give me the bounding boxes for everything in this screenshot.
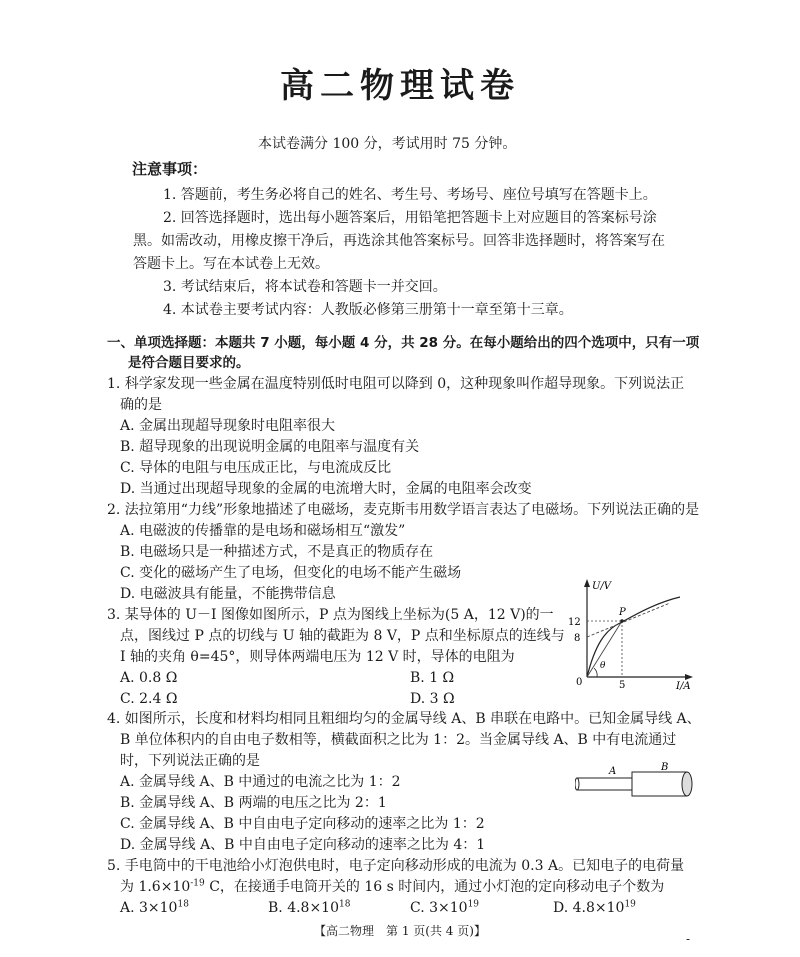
section-heading-line-2: 是符合题目要求的。 [128, 355, 250, 371]
wire-b-label: B [661, 762, 669, 773]
q5-charge-base: 为 1.6×10 [120, 879, 191, 895]
q3-ui-graph [560, 575, 700, 690]
theta-arc [594, 668, 597, 677]
q4-option-d: D. 金属导线 A、B 中自由电子定向移动的速率之比为 4：1 [120, 837, 486, 853]
q2-option-d: D. 电磁波具有能量，不能携带信息 [120, 586, 336, 602]
notice-heading: 注意事项： [132, 160, 208, 178]
corner-mark: - [686, 932, 691, 946]
theta-label: θ [600, 661, 606, 671]
q5-stem-line-2 [120, 878, 664, 896]
q3-stem-line-2: 点，图线过 P 点的切线与 U 轴的截距为 8 V，P 点和坐标原点的连线与 [120, 628, 565, 644]
q4-option-c: C. 金属导线 A、B 中自由电子定向移动的速率之比为 1：2 [120, 816, 485, 832]
q1-stem-line-2: 确的是 [120, 397, 162, 413]
notice-line-1: 1. 答题前，考生务必将自己的姓名、考生号、考场号、座位号填写在答题卡上。 [163, 187, 657, 203]
p-label: P [619, 607, 626, 618]
tangent-line [587, 603, 670, 637]
page-footer: 【高二物理 第 1 页(共 4 页)】 [314, 924, 486, 938]
origin-label: 0 [576, 677, 583, 688]
q5-charge-exponent: -19 [190, 878, 205, 889]
q5-option-a: A. $3\times 10^{18}$ [120, 899, 189, 916]
q2-option-c: C. 变化的磁场产生了电场，但变化的电场不能产生磁场 [120, 565, 462, 581]
page-title: 高二物理试卷 [280, 66, 520, 106]
q5-option-c: C. $3\times 10^{19}$ [410, 899, 480, 916]
exam-intro: 本试卷满分 100 分，考试用时 75 分钟。 [258, 136, 517, 152]
q3-stem-line-3: I 轴的夹角 θ=45°，则导体两端电压为 12 V 时，导体的电阻为 [120, 649, 515, 665]
wire-a [577, 778, 632, 790]
q1-option-c: C. 导体的电阻与电压成正比，与电流成反比 [120, 460, 392, 476]
tick-8: 8 [574, 633, 581, 644]
q3-option-b: B. 1 Ω [410, 670, 455, 686]
q2-stem: 2. 法拉第用“力线”形象地描述了电磁场，麦克斯韦用数学语言表达了电磁场。下列说法正确的是 [107, 502, 700, 518]
notice-line-5: 3. 考试结束后，将本试卷和答题卡一并交回。 [163, 279, 447, 295]
q5-option-d: D. $4.8\times 10^{19}$ [553, 899, 636, 916]
wire-a-end [575, 778, 579, 790]
q4-option-b: B. 金属导线 A、B 两端的电压之比为 2：1 [120, 795, 387, 811]
q1-option-b: B. 超导现象的出现说明金属的电阻率与温度有关 [120, 439, 420, 455]
q4-stem-line-3: 时，下列说法正确的是 [120, 753, 260, 769]
tick-12: 12 [568, 617, 581, 628]
q3-stem-line-1: 3. 某导体的 U－I 图像如图所示，P 点为图线上坐标为(5 A，12 V)的一 [107, 607, 554, 623]
notice-line-2: 2. 回答选择题时，选出每小题答案后，用铅笔把答题卡上对应题目的答案标号涂 [163, 210, 657, 226]
u-axis-arrow [584, 579, 590, 587]
q3-option-d: D. 3 Ω [410, 691, 455, 707]
section-heading-line-1: 一、单项选择题：本题共 7 小题，每小题 4 分，共 28 分。在每小题给出的四个选项中，只有一项 [107, 335, 700, 351]
i-axis-label: I/A [676, 681, 691, 690]
q1-option-a: A. 金属出现超导现象时电阻率很大 [120, 418, 336, 434]
q2-option-a: A. 电磁波的传播靠的是电场和磁场相互“激发” [120, 523, 406, 539]
wire-a-label: A [609, 766, 617, 777]
q3-option-a: A. 0.8 Ω [120, 670, 178, 686]
i-axis-arrow [685, 674, 693, 680]
q2-option-b: B. 电磁场只是一种描述方式，不是真正的物质存在 [120, 544, 434, 560]
notice-line-3: 黑。如需改动，用橡皮擦干净后，再选涂其他答案标号。回答非选择题时，将答案写在 [133, 233, 665, 249]
u-axis-label: U/V [592, 581, 612, 592]
q4-option-a: A. 金属导线 A、B 中通过的电流之比为 1：2 [120, 774, 401, 790]
q5-stem-line-1: 5. 手电筒中的干电池给小灯泡供电时，电子定向移动形成的电流为 0.3 A。已知电子的电荷量 [107, 858, 685, 874]
wire-b-end [682, 772, 692, 796]
point-p [620, 619, 624, 623]
q1-stem-line-1: 1. 科学家发现一些金属在温度特别低时电阻可以降到 0，这种现象叫作超导现象。下列说法正 [107, 376, 685, 392]
notice-line-4: 答题卡上。写在本试卷上无效。 [133, 256, 329, 272]
wire-b [632, 772, 687, 796]
q5-option-b: B. $4.8\times 10^{18}$ [268, 899, 351, 916]
q1-option-d: D. 当通过出现超导现象的金属的电流增大时，金属的电阻率会改变 [120, 481, 532, 497]
tick-5: 5 [619, 680, 626, 690]
q3-option-c: C. 2.4 Ω [120, 691, 178, 707]
q4-conductor-figure [575, 762, 700, 807]
notice-line-6: 4. 本试卷主要考试内容：人教版必修第三册第十一章至第十三章。 [163, 302, 573, 318]
q5-stem-rest: C，在接通手电筒开关的 16 s 时间内，通过小灯泡的定向移动电子个数为 [204, 879, 665, 895]
q4-stem-line-2: B 单位体积内的自由电子数相等，横截面积之比为 1：2。当金属导线 A、B 中有电流通过 [120, 732, 677, 748]
q4-stem-line-1: 4. 如图所示，长度和材料均相同且粗细均匀的金属导线 A、B 串联在电路中。已知金属导线 A、 [107, 711, 701, 727]
